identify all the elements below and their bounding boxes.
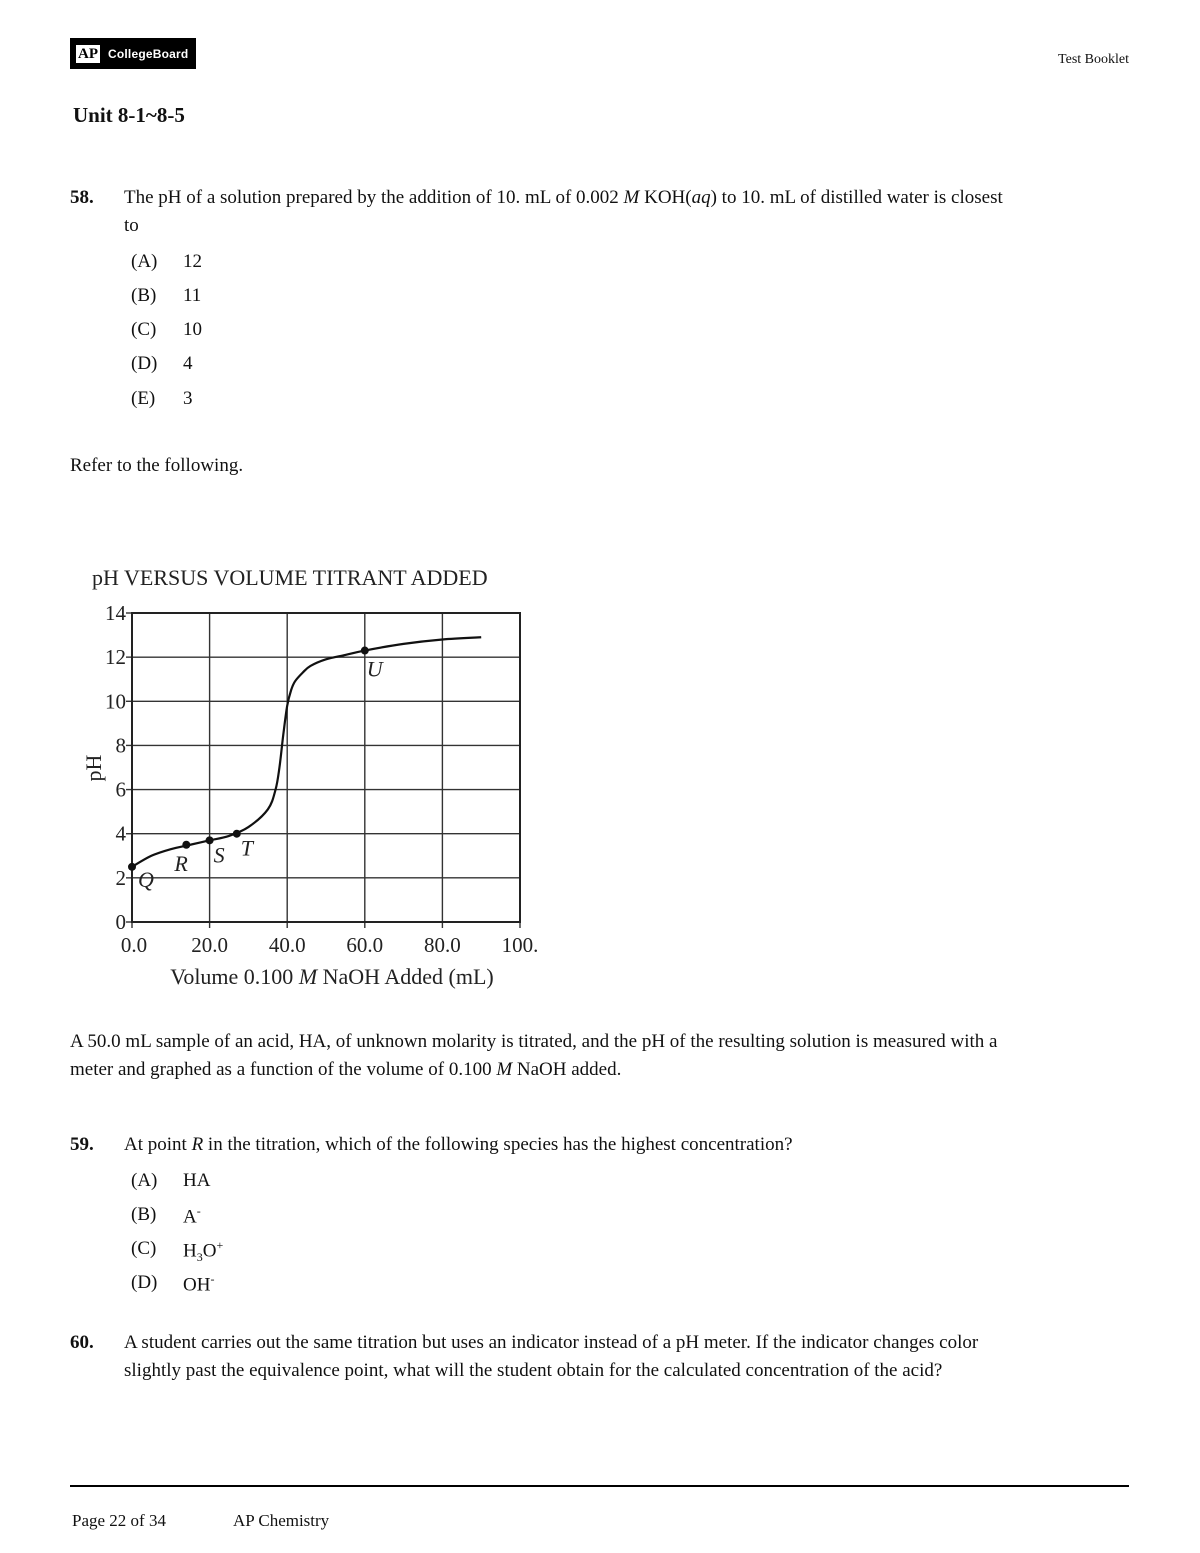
choice-label: (D) (131, 1272, 158, 1293)
q60-line1: A student carries out the same titration but uses an indicator instead of a pH meter. If the indicator changes color (124, 1332, 979, 1353)
point-label-r: R (174, 850, 188, 876)
refer-text: Refer to the following. (70, 455, 244, 476)
passage-line2-b: NaOH added. (512, 1059, 622, 1080)
q58-aq: aq (691, 187, 711, 208)
q58-choice-c[interactable] (131, 319, 202, 353)
point-label-t: T (240, 835, 254, 861)
y-tick-label: 8 (115, 733, 126, 758)
x-axis-label: Volume 0.100 M NaOH Added (mL) (170, 964, 494, 989)
chart-root (81, 565, 538, 989)
q58-choice-a[interactable] (131, 251, 202, 285)
y-tick-label: 0 (115, 910, 126, 934)
x-tick-label: 0.0 (120, 933, 148, 957)
chart-title: pH VERSUS VOLUME TITRANT ADDED (92, 565, 488, 590)
q58-text-line2: to (124, 215, 139, 236)
question-60-text (124, 1329, 1134, 1385)
q59-point-r: R (191, 1134, 204, 1155)
choice-label: (A) (131, 1170, 158, 1191)
formula-main: A (183, 1206, 197, 1228)
booklet-label: Test Booklet (1058, 52, 1129, 67)
point-label-q: Q (138, 866, 154, 892)
y-tick-label: 12 (105, 645, 126, 670)
formula-rest: O (202, 1240, 217, 1262)
titration-curve (132, 637, 481, 867)
choice-value: 3 (183, 388, 193, 409)
ap-collegeboard-logo (70, 38, 196, 69)
choice-value: 10 (183, 319, 202, 340)
x-tick-label: 60.0 (346, 933, 384, 957)
x-tick-label: 20.0 (191, 933, 228, 957)
choice-value: 11 (183, 285, 202, 306)
passage-line2-a: meter and graphed as a function of the volume of 0.100 (70, 1059, 497, 1080)
choice-label: (A) (131, 251, 158, 272)
q58-choice-b[interactable] (131, 285, 201, 319)
choice-label: (B) (131, 285, 157, 306)
question-58-text (124, 184, 1134, 240)
q60-line2: slightly past the equivalence point, what will the student obtain for the calculated concentration of the acid? (124, 1360, 943, 1381)
question-59-text (124, 1131, 793, 1159)
point-label-u: U (366, 656, 383, 682)
choice-label: (C) (131, 319, 157, 340)
formula-main: OH (183, 1274, 211, 1296)
q59-choice-a[interactable] (131, 1170, 210, 1204)
formula-main: H (183, 1240, 197, 1262)
point-s (206, 836, 214, 844)
choice-label: (B) (131, 1204, 157, 1225)
logo-brand-text: CollegeBoard (108, 46, 189, 61)
q58-molar-symbol: M (623, 187, 640, 208)
unit-title: Unit 8-1~8-5 (73, 103, 185, 127)
q59-choice-b[interactable] (131, 1204, 201, 1238)
y-tick-label: 6 (115, 777, 126, 802)
point-q (128, 863, 136, 871)
point-label-s: S (213, 842, 225, 868)
footer-subject: AP Chemistry (233, 1511, 330, 1530)
x-tick-label: 40.0 (268, 933, 306, 957)
choice-value (183, 1272, 214, 1306)
choice-value: 12 (183, 251, 202, 272)
footer-divider (70, 1485, 1129, 1487)
q58-text-a: The pH of a solution prepared by the addition of 10. mL of 0.002 (124, 187, 624, 208)
q59-choice-c[interactable] (131, 1238, 223, 1272)
q58-text-c: ) to 10. mL of distilled water is closest (710, 187, 1003, 208)
q58-text-b: KOH( (639, 187, 692, 208)
choice-label: (D) (131, 353, 158, 374)
x-tick-label: 100. (501, 933, 539, 957)
y-tick-label: 2 (115, 865, 126, 890)
question-60-number: 60. (70, 1332, 94, 1353)
formula-subscript: 3 (196, 1250, 203, 1265)
choice-label: (E) (131, 388, 156, 409)
choice-value: 4 (183, 353, 193, 374)
point-t (233, 830, 241, 838)
y-tick-label: 4 (115, 821, 126, 846)
q59-text-a: At point (124, 1134, 192, 1155)
formula-charge: - (196, 1204, 201, 1218)
y-axis-label: pH (81, 754, 106, 782)
y-tick-label: 14 (105, 601, 126, 625)
logo-ap-text: AP (78, 45, 98, 62)
passage-line1: A 50.0 mL sample of an acid, HA, of unknown molarity is titrated, and the pH of the resulting solution is measured with a (70, 1031, 998, 1052)
question-58-number: 58. (70, 187, 94, 208)
plot-frame (132, 613, 520, 922)
choice-label: (C) (131, 1238, 157, 1259)
q58-choice-e[interactable] (131, 388, 193, 422)
y-tick-label: 10 (105, 689, 126, 714)
point-u (361, 647, 369, 655)
x-tick-label: 80.0 (424, 933, 461, 957)
passage (70, 1028, 1140, 1084)
q58-choice-d[interactable] (131, 353, 193, 387)
question-59-number: 59. (70, 1134, 94, 1155)
formula-charge: + (216, 1238, 224, 1252)
footer-page: Page 22 of 34 (72, 1511, 166, 1530)
q59-text-b: in the titration, which of the following species has the highest concentration? (203, 1134, 793, 1155)
choice-value (183, 1204, 201, 1238)
passage-molar-symbol: M (496, 1059, 513, 1080)
q59-choice-d[interactable] (131, 1272, 214, 1306)
formula-charge: - (210, 1272, 215, 1286)
point-r (182, 841, 190, 849)
choice-value (183, 1238, 223, 1272)
choice-value: HA (183, 1170, 211, 1191)
